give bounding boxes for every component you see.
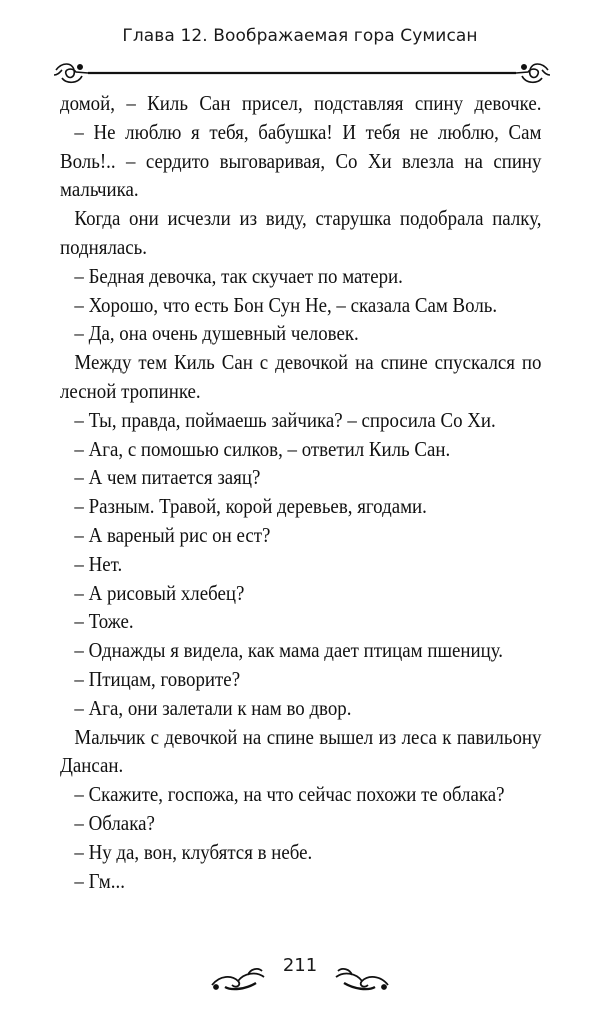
- chapter-header: Глава 12. Воображаемая гора Сумисан: [122, 26, 478, 46]
- paragraph: Между тем Киль Сан с девочкой на спине спускался по лесной тропинке.: [60, 350, 542, 403]
- page-body-text: [60, 89, 542, 895]
- paragraph: – А чем питается заяц?: [74, 465, 261, 490]
- paragraph: Мальчик с девочкой на спине вышел из леса к павильону Дансан.: [60, 724, 542, 778]
- paragraph: – Ну да, вон, клубятся в небе.: [74, 839, 313, 864]
- page-number: 211: [282, 955, 318, 976]
- paragraph: – Птицам, говорите?: [74, 666, 241, 691]
- right-flourish-icon: [516, 64, 550, 82]
- paragraph: – Не люблю я тебя, бабушка! И тебя не люблю, Сам Воль!.. – сердито выговаривая, Со Хи влезла на спину мальчика.: [60, 119, 542, 202]
- paragraph: – Ага, они залетали к нам во двор.: [74, 695, 352, 720]
- left-flourish-icon: [54, 64, 88, 82]
- paragraph: – Нет.: [74, 551, 123, 576]
- paragraph: – Гм...: [74, 868, 125, 893]
- paragraph: – Скажите, госпожа, на что сейчас похожи те облака?: [74, 782, 505, 807]
- ornamental-divider: [52, 58, 552, 88]
- paragraph: – Ты, правда, поймаешь зайчика? – спросила Со Хи.: [74, 407, 496, 432]
- paragraph: домой, – Киль Сан присел, подставляя спину девочке.: [60, 91, 542, 115]
- paragraph: – А вареный рис он ест?: [74, 522, 271, 547]
- paragraph: – Ага, с помошью силков, – ответил Киль Сан.: [74, 436, 451, 461]
- paragraph: – Бедная девочка, так скучает по матери.: [74, 263, 403, 288]
- paragraph: – Облака?: [74, 810, 155, 835]
- paragraph: – Тоже.: [74, 609, 134, 634]
- paragraph: – А рисовый хлебец?: [74, 580, 245, 605]
- paragraph: – Разным. Травой, корой деревьев, ягодами.: [74, 494, 427, 519]
- paragraph: – Однажды я видела, как мама дает птицам пшеницу.: [74, 638, 504, 663]
- paragraph: – Хорошо, что есть Бон Сун Не, – сказала Сам Воль.: [74, 292, 498, 317]
- paragraph: – Да, она очень душевный человек.: [74, 321, 359, 346]
- paragraph: Когда они исчезли из виду, старушка подобрала палку, поднялась.: [60, 206, 542, 259]
